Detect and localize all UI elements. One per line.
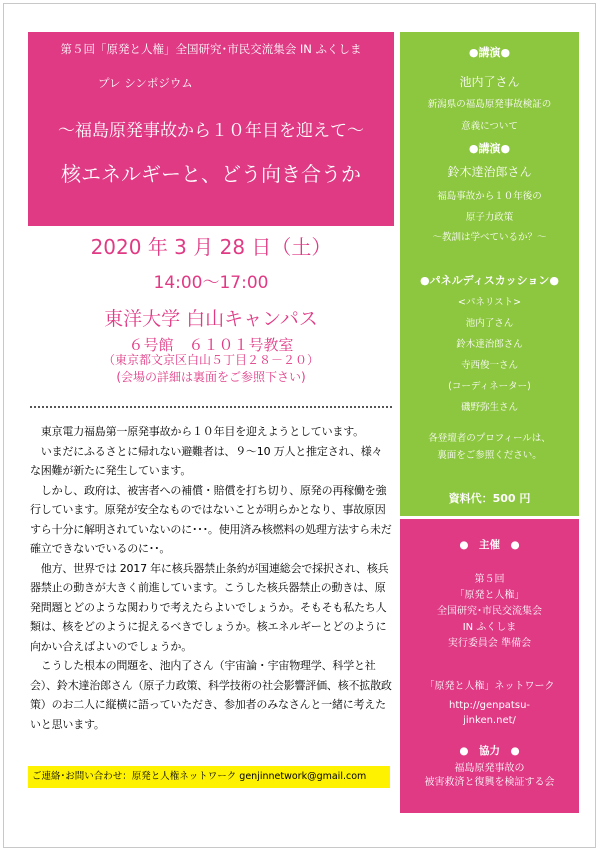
venue-note: (会場の詳細は裏面をご参照下さい) — [116, 370, 306, 384]
paragraph: 東京電力福島第一原発事故から１０年目を迎えようとしています。 — [30, 425, 364, 438]
speaker-topic: ～教訓は学べているか？～ — [432, 232, 547, 243]
speaker-topic: 意義について — [461, 121, 518, 132]
cooperation-org: 被害救済と復興を検証する会 — [424, 777, 555, 788]
subtitle: ～福島原発事故から１０年目を迎えて～ — [58, 121, 364, 141]
event-date: 2020 年 3 月 28 日（土） — [90, 235, 332, 259]
organizer-line: 実行委員会 準備会 — [447, 638, 532, 649]
profile-note: 各登壇者のプロフィールは、 — [428, 433, 551, 444]
panelist: 鈴木達治郎さん — [456, 339, 523, 350]
paragraph: いまだにふるさとに帰れない避難者は、９～10 万人と推定され、様々な困難が新たに発生しています。 — [30, 444, 383, 477]
description — [30, 422, 392, 734]
paragraph: しかし、政府は、被害者への補償・賠償を打ち切り、原発の再稼働を強行しています。原発が安全なものではないことが明らかとなり、事故原因すら十分に解明されていないのに･･･。使用済み核燃料の処理方法すら未だ確立できないでいるのに･･。 — [30, 483, 392, 555]
fee: 資料代：500 円 — [448, 492, 531, 505]
lecture-heading: ●講演● — [468, 142, 511, 155]
panelist: 池内了さん — [465, 318, 514, 329]
panelists-label: <パネリスト> — [457, 297, 522, 308]
speaker-name: 鈴木達治郎さん — [447, 165, 532, 179]
organizer-line: 第５回 — [474, 574, 505, 585]
event-room: ６号館 ６１０１号教室 — [128, 336, 294, 354]
network-name: 「原発と人権」ネットワーク — [424, 681, 555, 692]
contact-email[interactable]: genjinnetwork@gmail.com — [239, 771, 367, 782]
organizer-heading: ● 主催 ● — [459, 539, 520, 551]
contact-bar — [28, 766, 390, 788]
main-title: 核エネルギーと、どう向き合うか — [61, 162, 361, 186]
event-address-block — [28, 352, 394, 386]
event-address: （東京都文京区白山５丁目２８－２０） — [102, 353, 319, 367]
title-banner — [28, 32, 394, 226]
network-url[interactable]: jinken.net/ — [463, 715, 516, 726]
contact-label: ご連絡･お問い合わせ：原発と人権ネットワーク — [32, 771, 237, 782]
profile-note: 裏面をご参照ください。 — [437, 450, 542, 461]
speaker-name: 池内了さん — [459, 75, 520, 89]
event-type: プレ シンポジウム — [98, 76, 193, 90]
network-url[interactable]: http://genpatsu- — [448, 700, 531, 711]
event-time: 14:00～17:00 — [153, 273, 269, 293]
dotted-divider — [30, 406, 392, 408]
speaker-topic: 原子力政策 — [465, 212, 514, 223]
organizer-panel — [400, 519, 579, 813]
organizer-line: 全国研究･市民交流集会 — [437, 606, 542, 617]
panel-heading: ●パネルディスカッション● — [420, 274, 559, 287]
event-series-title: 第５回「原発と人権」全国研究･市民交流集会 IN ふくしま — [60, 42, 362, 56]
organizer-line: 「原発と人権」 — [454, 590, 525, 601]
cooperation-heading: ● 協力 ● — [459, 745, 520, 757]
event-venue: 東洋大学 白山キャンパス — [104, 308, 318, 330]
coordinator: 磯野弥生さん — [460, 402, 518, 413]
program-panel — [400, 32, 579, 516]
paragraph: こうした根本の問題を、池内了さん（宇宙論・宇宙物理学、科学と社会）、鈴木達治郎さん（原子力政策、科学技術の社会影響評価、核不拡散政策）のお二人に縦横に語っていただき、参加者のみなさんと一緒に考えたいと思います。 — [30, 659, 392, 731]
speaker-topic: 福島事故から１０年後の — [437, 191, 542, 202]
organizer-line: IN ふくしま — [462, 622, 517, 633]
lecture-heading: ●講演● — [468, 46, 511, 59]
panelist: 寺西俊一さん — [460, 360, 518, 371]
cooperation-org: 福島原発事故の — [454, 763, 525, 774]
coordinator-label: (コーディネーター) — [448, 381, 531, 392]
speaker-topic: 新潟県の福島原発事故検証の — [427, 99, 552, 110]
paragraph: 他方、世界では 2017 年に核兵器禁止条約が国連総会で採択され、核兵器禁止の動きが大きく前進しています。こうした核兵器禁止の動きは、原発問題とどのような関わりで考えたらよいでしょうか。そもそも私たち人類は、核をどのように捉えるべきでしょうか。核エネルギーとどのように向かい合えばよいのでしょうか。 — [30, 561, 389, 653]
